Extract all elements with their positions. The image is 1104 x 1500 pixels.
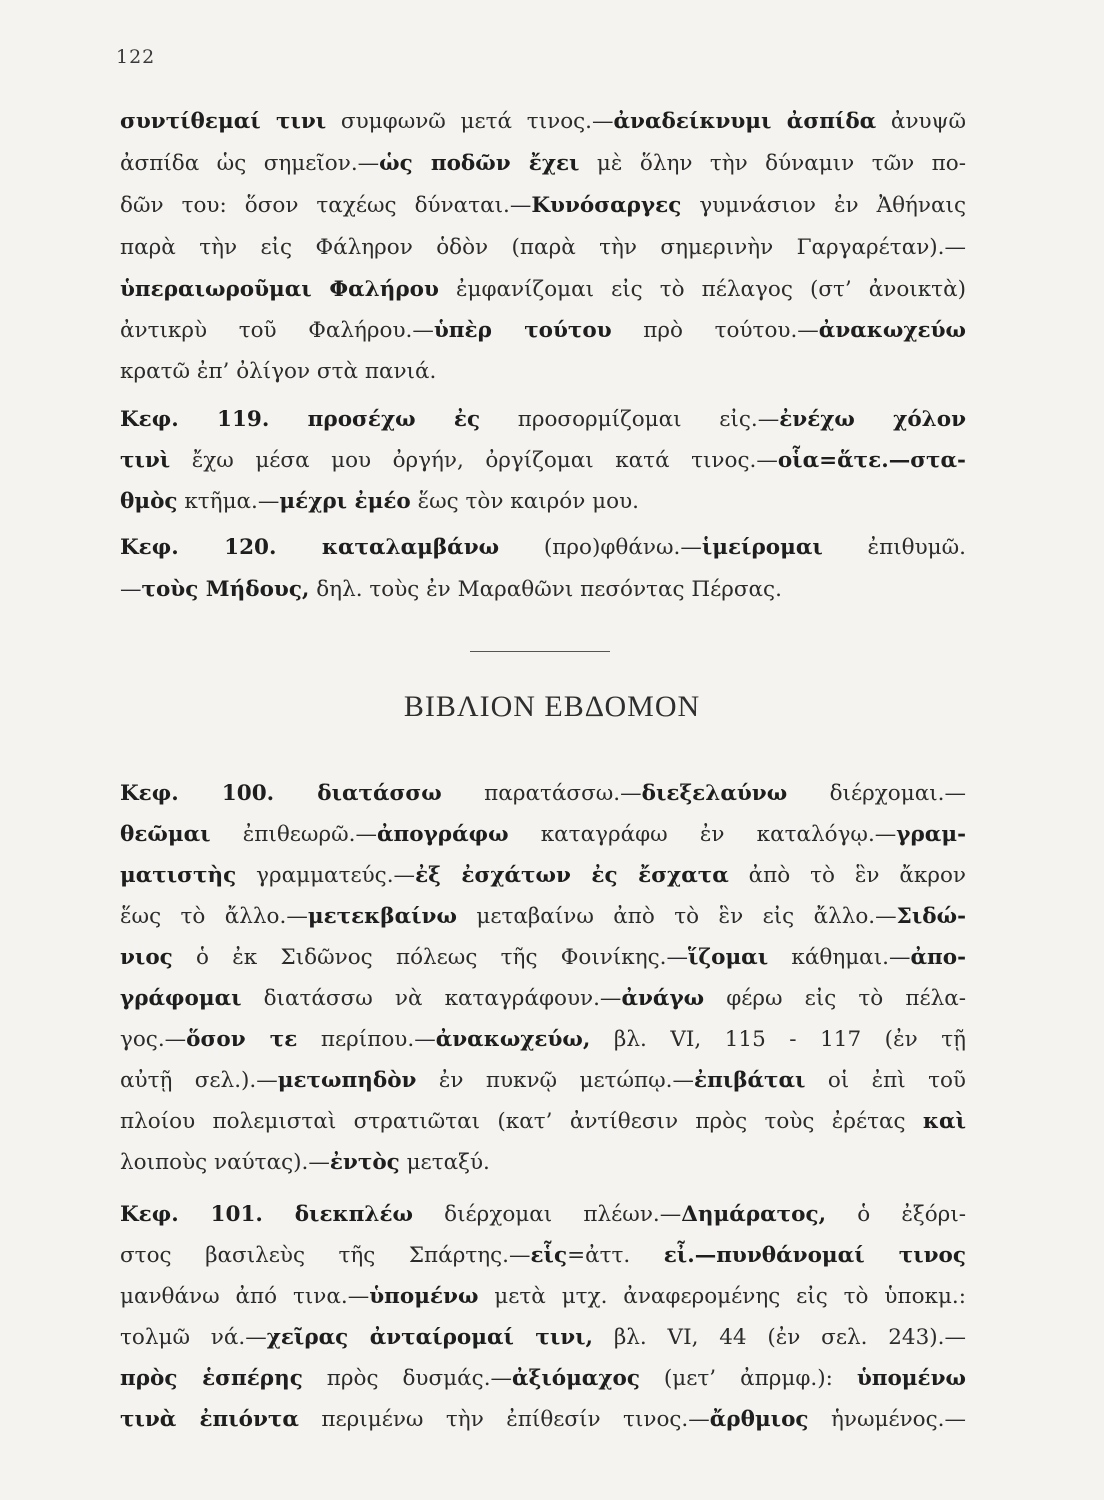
page-number: 122 xyxy=(116,46,156,68)
gloss-text: μεταξύ. xyxy=(399,1150,490,1175)
bold-term: ἀνακωχεύω xyxy=(818,318,966,343)
bold-term: θεῶμαι xyxy=(120,822,211,847)
bold-term: νιος xyxy=(120,945,173,970)
gloss-text: περίπου.— xyxy=(297,1027,436,1052)
gloss-text: (προ)φθάνω.— xyxy=(499,535,702,560)
bold-term: ἐπιβάται xyxy=(694,1068,806,1093)
bold-term: πρὸς ἑσπέρης xyxy=(120,1366,303,1391)
text-line xyxy=(120,1145,966,1181)
bold-term: εἶ.—πυνθάνομαί τινος xyxy=(663,1243,966,1268)
text-line xyxy=(120,146,966,182)
bold-term: ἀπο- xyxy=(910,945,966,970)
gloss-text: πλοίου πολεμισταὶ στρατιῶται (κατ’ ἀντίθεσιν πρὸς τοὺς ἐρέτας xyxy=(120,1109,923,1134)
gloss-text: ἀπὸ τὸ ἓν ἄκρον xyxy=(728,863,966,888)
section-divider xyxy=(470,651,610,652)
text-line xyxy=(120,1238,966,1274)
gloss-text: στος βασιλεὺς τῆς Σπάρτης.— xyxy=(120,1243,531,1268)
gloss-text: μεταβαίνω ἀπὸ τὸ ἓν εἰς ἄλλο.— xyxy=(456,904,897,929)
text-line xyxy=(120,443,966,479)
text-line xyxy=(120,313,966,349)
gloss-text: μὲ ὅλην τὴν δύναμιν τῶν πο- xyxy=(579,151,966,176)
text-line xyxy=(120,1402,966,1438)
gloss-text: — xyxy=(120,577,142,602)
text-line xyxy=(120,1197,966,1233)
gloss-text: ἐπιθεωρῶ.— xyxy=(210,822,377,847)
gloss-text: ἐμφανίζομαι εἰς τὸ πέλαγος (στ’ ἀνοικτὰ) xyxy=(438,277,966,302)
text-line xyxy=(120,1022,966,1058)
text-line xyxy=(120,484,966,520)
gloss-text: καταγράφω ἐν καταλόγῳ.— xyxy=(508,822,897,847)
text-line xyxy=(120,858,966,894)
bold-term: ὅσον τε xyxy=(186,1027,298,1052)
bold-term: Κεφ. 100. διατάσσω xyxy=(120,781,442,806)
bold-term: Σιδώ- xyxy=(896,904,966,929)
gloss-text: ἐπιθυμῶ. xyxy=(822,535,966,560)
gloss-text: ὁ ἐκ Σιδῶνος πόλεως τῆς Φοινίκης.— xyxy=(172,945,688,970)
bold-term: συντίθεμαί τινι xyxy=(120,109,327,134)
bold-term: Κυνόσαργες xyxy=(531,193,682,218)
bold-term: χεῖρας ἀνταίρομαί τινι, xyxy=(266,1325,594,1350)
gloss-text: φέρω εἰς τὸ πέλα- xyxy=(704,986,966,1011)
bold-term: γραμ- xyxy=(896,822,966,847)
bold-term: ἵζομαι xyxy=(687,945,769,970)
text-line xyxy=(120,402,966,438)
text-line xyxy=(120,1320,966,1356)
bold-term: ὡς ποδῶν ἔχει xyxy=(379,151,580,176)
book-heading: ΒΙΒΛΙΟΝ ΕΒΔΟΜΟΝ xyxy=(403,690,701,723)
gloss-text: πρὸ τούτου.— xyxy=(611,318,819,343)
bold-term: ἀνακωχεύω, xyxy=(435,1027,591,1052)
bold-term: ἄρθμιος xyxy=(709,1407,809,1432)
gloss-text: κρατῶ ἐπ’ ὀλίγον στὰ πανιά. xyxy=(120,359,437,384)
bold-term: ἐνέχω χόλον xyxy=(779,407,966,432)
bold-term: ἐξ ἐσχάτων ἐς ἔσχατα xyxy=(415,863,729,888)
bold-term: Δημάρατος, xyxy=(681,1202,827,1227)
gloss-text: ἔχω μέσα μου ὀργήν, ὀργίζομαι κατά τινος.— xyxy=(170,448,778,473)
bold-term: ἀνάγω xyxy=(621,986,705,1011)
bold-term: τινὶ xyxy=(120,448,171,473)
text-line xyxy=(120,354,966,390)
text-line xyxy=(120,817,966,853)
text-line xyxy=(120,230,966,266)
bold-term: Κεφ. 119. προσέχω ἐς xyxy=(120,407,481,432)
gloss-text: κτῆμα.— xyxy=(177,489,280,514)
gloss-text: βλ. VI, 44 (ἐν σελ. 243).— xyxy=(593,1325,966,1350)
bold-term: μετεκβαίνω xyxy=(307,904,457,929)
bold-term: ὑπομένω xyxy=(856,1366,966,1391)
text-line xyxy=(120,776,966,812)
bold-term: μέχρι ἐμέο xyxy=(279,489,411,514)
bold-term: γράφομαι xyxy=(120,986,242,1011)
gloss-text: κάθημαι.— xyxy=(768,945,911,970)
bold-term: διεξελαύνω xyxy=(641,781,788,806)
gloss-text: περιμένω τὴν ἐπίθεσίν τινος.— xyxy=(298,1407,710,1432)
gloss-text: ἀσπίδα ὡς σημεῖον.— xyxy=(120,151,380,176)
text-line xyxy=(120,272,966,308)
bold-term: ὑπομένω xyxy=(369,1284,479,1309)
gloss-text: ἀντικρὺ τοῦ Φαλήρου.— xyxy=(120,318,434,343)
gloss-text: (μετ’ ἀπρμφ.): xyxy=(639,1366,857,1391)
gloss-text: ἕως τὸ ἄλλο.— xyxy=(120,904,308,929)
gloss-text: γραμματεύς.— xyxy=(236,863,416,888)
text-line xyxy=(120,1361,966,1397)
gloss-text: δῶν του: ὅσον ταχέως δύναται.— xyxy=(120,193,532,218)
bold-term: ἀξιόμαχος xyxy=(512,1366,640,1391)
gloss-text: =ἀττ. xyxy=(567,1243,664,1268)
text-line xyxy=(120,981,966,1017)
bold-term: ματιστὴς xyxy=(120,863,237,888)
text-line xyxy=(120,940,966,976)
gloss-text: οἱ ἐπὶ τοῦ xyxy=(805,1068,966,1093)
gloss-text: παρατάσσω.— xyxy=(441,781,642,806)
text-line xyxy=(120,899,966,935)
gloss-text: γος.— xyxy=(120,1027,187,1052)
gloss-text: ὁ ἐξόρι- xyxy=(826,1202,966,1227)
gloss-text: μετὰ μτχ. ἀναφερομένης εἰς τὸ ὑποκμ.: xyxy=(478,1284,966,1309)
gloss-text: αὐτῇ σελ.).— xyxy=(120,1068,278,1093)
gloss-text: τολμῶ νά.— xyxy=(120,1325,267,1350)
gloss-text: μανθάνω ἀπό τινα.— xyxy=(120,1284,370,1309)
bold-term: ἱμείρομαι xyxy=(701,535,823,560)
text-line xyxy=(120,1104,966,1140)
gloss-text: βλ. VI, 115 - 117 (ἐν τῇ xyxy=(590,1027,966,1052)
bold-term: ὑπὲρ τούτου xyxy=(433,318,612,343)
bold-term: οἷα=ἅτε.—στα- xyxy=(777,448,966,473)
bold-term: θμὸς xyxy=(120,489,178,514)
bold-term: τοὺς Μήδους, xyxy=(141,577,310,602)
bold-term: μετωπηδὸν xyxy=(277,1068,417,1093)
bold-term: ὑπεραιωροῦμαι Φαλήρου xyxy=(120,277,439,302)
gloss-text: διέρχομαι πλέων.— xyxy=(413,1202,682,1227)
gloss-text: προσορμίζομαι εἰς.— xyxy=(480,407,780,432)
bold-term: ἐντὸς xyxy=(329,1150,400,1175)
gloss-text: διέρχομαι.— xyxy=(787,781,966,806)
bold-term: καὶ xyxy=(922,1109,966,1134)
text-line xyxy=(120,1063,966,1099)
gloss-text: πρὸς δυσμάς.— xyxy=(302,1366,513,1391)
text-line xyxy=(120,188,966,224)
gloss-text: συμφωνῶ μετά τινος.— xyxy=(326,109,614,134)
gloss-text: γυμνάσιον ἐν Ἀθήναις xyxy=(681,193,966,218)
text-line xyxy=(120,572,966,608)
bold-term: εἷς xyxy=(530,1243,568,1268)
gloss-text: ἐν πυκνῷ μετώπῳ.— xyxy=(416,1068,694,1093)
text-line xyxy=(120,530,966,566)
gloss-text: δηλ. τοὺς ἐν Μαραθῶνι πεσόντας Πέρσας. xyxy=(309,577,782,602)
gloss-text: ἡνωμένος.— xyxy=(808,1407,966,1432)
gloss-text: παρὰ τὴν εἰς Φάληρον ὁδὸν (παρὰ τὴν σημερινὴν Γαργαρέταν).— xyxy=(120,235,966,260)
bold-term: Κεφ. 101. διεκπλέω xyxy=(120,1202,413,1227)
text-line xyxy=(120,1279,966,1315)
gloss-text: ἀνυψῶ xyxy=(876,109,966,134)
gloss-text: διατάσσω νὰ καταγράφουν.— xyxy=(241,986,622,1011)
bold-term: Κεφ. 120. καταλαμβάνω xyxy=(120,535,500,560)
bold-term: ἀναδείκνυμι ἀσπίδα xyxy=(613,109,877,134)
text-line xyxy=(120,104,966,140)
gloss-text: ἕως τὸν καιρόν μου. xyxy=(410,489,639,514)
bold-term: τινὰ ἐπιόντα xyxy=(120,1407,299,1432)
gloss-text: λοιποὺς ναύτας).— xyxy=(120,1150,330,1175)
bold-term: ἀπογράφω xyxy=(376,822,509,847)
